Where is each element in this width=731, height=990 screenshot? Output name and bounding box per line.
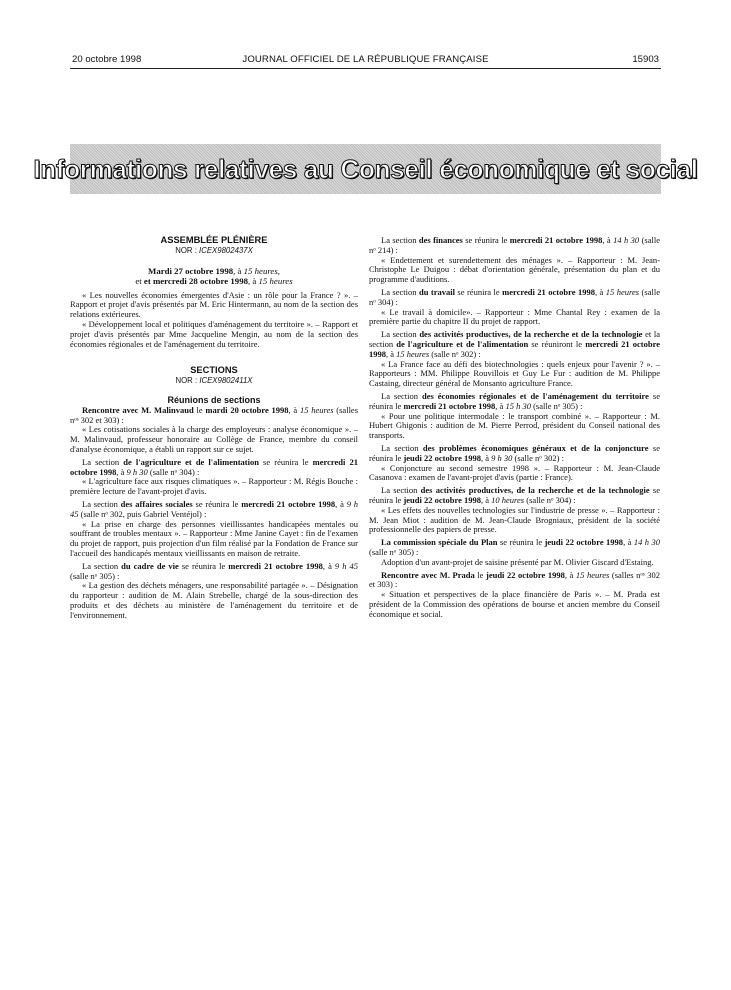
meeting-affaires-sociales: La section des affaires sociales se réunira le mercredi 21 octobre 1998, à 9 h 45 (salle nᵒ 302, puis Gabriel Ventéjol) :: [70, 498, 358, 519]
nor-sections: NOR : ICEX9802411X: [175, 376, 253, 386]
meeting-malinvaud-text: « Les cotisations sociales à la charge des employeurs : analyse économique ». – M. Malinvaud, professeur honoraire au Collège de France, membre du conseil d'analyse économique, a établi un rapport sur ce sujet.: [70, 424, 358, 454]
meeting-prada: Rencontre avec M. Prada le jeudi 22 octobre 1998, à 15 heures (salles nᵒˢ 302 et 303) :: [369, 569, 660, 590]
meeting-affaires-sociales-text: « La prise en charge des personnes vieillissantes handicapées mentales ou souffrant de troubles mentaux ». – Rapporteur : Mme Janine Cayet : fin de l'examen du projet de rapport, puis projection d'un film réalisé par la Fondation de France sur l'accueil des handicapés mentaux vieillissants en maison de retraite.: [70, 518, 358, 558]
meeting-activites-productives-2-text: « Les effets des nouvelles technologies sur l'industrie de presse ». – Rapporteur : M. Jean Miot : audition de M. Jean-Claude Brogniaux, président de la société professionnelle des papiers de presse.: [369, 504, 660, 535]
header-date: 20 octobre 1998: [72, 54, 142, 65]
section-banner: [33, 144, 698, 194]
nor-pleniere: NOR : ICEX9802437X: [175, 245, 253, 255]
page-header: [0, 54, 731, 68]
meeting-finances: La section des finances se réunira le mercredi 21 octobre 1998, à 14 h 30 (salle nᵒ 214) :: [369, 235, 660, 255]
banner-title: Informations relatives au Conseil économique et social: [33, 153, 698, 184]
heading-sections: SECTIONS: [190, 365, 238, 376]
subheading-reunions: Réunions de sections: [167, 394, 261, 405]
pleniere-dates: Mardi 27 octobre 1998, à 15 heures, et et mercredi 28 octobre 1998, à 15 heures: [135, 265, 293, 286]
meeting-agriculture-text: « L'agriculture face aux risques climatiques ». – Rapporteur : M. Régis Bouche : première lecture de l'avant-projet d'avis.: [70, 476, 358, 497]
page-number: 15903: [632, 54, 659, 65]
pleniere-item-2: « Développement local et politiques d'aménagement du territoire ». – Rapport et projet d'avis présentés par Mme Jacqueline Mengin, au nom de la section des économies régionales et de l'aménagement du territoire.: [70, 318, 358, 349]
meeting-cadre-de-vie: La section du cadre de vie se réunira le mercredi 21 octobre 1998, à 9 h 45 (salle nᵒ 305) :: [70, 560, 359, 581]
meeting-activites-productives-2: La section des activités productives, de la recherche et de la technologie se réunira le jeudi 22 octobre 1998, à 10 heures (salle nᵒ 304) :: [369, 485, 660, 505]
meeting-activites-productives-text: « La France face au défi des biotechnologies : quels enjeux pour l'avenir ? ». – Rapporteurs : MM. Philippe Rouvillois et Guy Le Fur : audition de M. Philippe Castaing, directeur général de Monsanto agriculture France.: [369, 358, 660, 389]
meeting-cadre-de-vie-text: « La gestion des déchets ménagers, une responsabilité partagée ». – Désignation du rapporteur : audition de M. Alain Strebelle, chargé de la sous-direction des produits et des déchets au ministère de l'aménagement du territoire et de l'environnement.: [70, 580, 358, 620]
meeting-commission-plan-text: Adoption d'un avant-projet de saisine présenté par M. Olivier Giscard d'Estaing.: [381, 556, 654, 567]
meeting-activites-productives: La section des activités productives, de la recherche et de la technologie et la section de l'agriculture et de l'alimentation se réuniront le mercredi 21 octobre 1998, à 15 heures (salle nᵒ 302) :: [369, 329, 661, 359]
journal-title: JOURNAL OFFICIEL DE LA RÉPUBLIQUE FRANÇAISE: [242, 54, 489, 65]
meeting-commission-plan: La commission spéciale du Plan se réunira le jeudi 22 octobre 1998, à 14 h 30 (salle nᵒ 305) :: [369, 537, 660, 557]
heading-pleniere: ASSEMBLÉE PLÉNIÈRE: [160, 235, 268, 245]
meeting-conjoncture: La section des problèmes économiques généraux et de la conjoncture se réunira le jeudi 22 octobre 1998, à 9 h 30 (salle nᵒ 302) :: [369, 442, 660, 463]
header-rule: [70, 68, 661, 69]
meeting-conjoncture-text: « Conjoncture au second semestre 1998 ». – Rapporteur : M. Jean-Claude Casanova : examen de l'avant-projet d'avis (partie : France).: [369, 462, 660, 483]
pleniere-item-1: « Les nouvelles économies émergentes d'Asie : un rôle pour la France ? ». – Rapport et projet d'avis présentés par M. Eric Hintermann, au nom de la section des relations extérieures.: [70, 289, 358, 320]
meeting-economies-regionales-text: « Pour une politique intermodale : le transport combiné ». – Rapporteur : M. Hubert Ghigonis : audition de M. Pierre Perrod, président du Conseil national des transports.: [369, 410, 660, 441]
meeting-prada-text: « Situation et perspectives de la place financière de Paris ». – M. Prada est président de la Commission des opérations de bourse et ancien membre du Conseil économique et social.: [369, 589, 660, 619]
meeting-travail: La section du travail se réunira le mercredi 21 octobre 1998, à 15 heures (salle nᵒ 304) :: [369, 286, 660, 307]
meeting-malinvaud: Rencontre avec M. Malinvaud le mardi 20 octobre 1998, à 15 heures (salles nᵒˢ 302 et 303) :: [70, 404, 359, 425]
meeting-travail-text: « Le travail à domicile». – Rapporteur : Mme Chantal Rey : examen de la première partie du chapitre II du projet de rapport.: [369, 306, 660, 327]
meeting-finances-text: « Endettement et surendettement des ménages ». – Rapporteur : M. Jean-Christophe Le Duigou : débat d'orientation générale, présentation du plan et du programme d'auditions.: [369, 254, 660, 285]
right-column: [369, 236, 660, 619]
meeting-economies-regionales: La section des économies régionales et de l'aménagement du territoire se réunira le mercredi 21 octobre 1998, à 15 h 30 (salle nᵒ 305) :: [369, 390, 660, 411]
left-column: [70, 236, 358, 621]
meeting-agriculture: La section de l'agriculture et de l'alimentation se réunira le mercredi 21 octobre 1998, à 9 h 30 (salle nᵒ 304) :: [70, 456, 358, 477]
date2: et mercredi 28 octobre 1998: [143, 275, 248, 286]
